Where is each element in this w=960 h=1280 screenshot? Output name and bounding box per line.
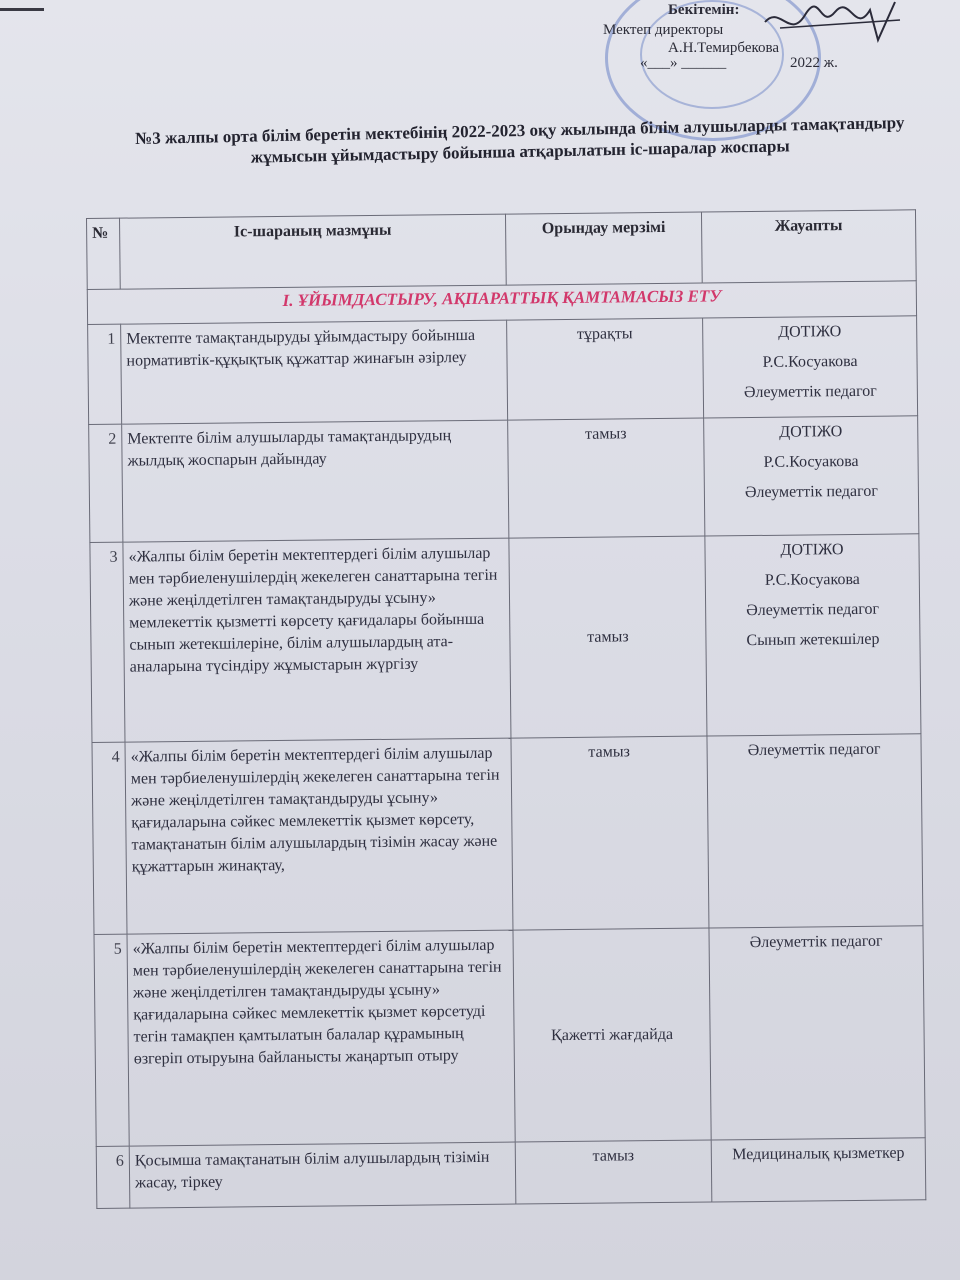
responsible-person: Р.С.Косуакова bbox=[763, 452, 859, 471]
header-date: Орындау мерзімі bbox=[505, 212, 702, 285]
row-content: Қосымша тамақтанатын білім алушылардың тізімін жасау, тіркеу bbox=[129, 1142, 516, 1208]
row-date: тамыз bbox=[511, 736, 709, 930]
responsible-person: Әлеуметтік педагог bbox=[749, 932, 883, 952]
responsible-person: Сынып жетекшілер bbox=[746, 630, 880, 650]
row-content: «Жалпы білім беретін мектептердегі білім алушылар мен тәрбиеленушілердің жекелеген санаттарына тегін және жеңілдетілген тамақтандыруды ұсыну» мемлекеттік қызметті көрсету қағидалары бойынша сынып жетекшілеріне, білім алушылардың ата-аналарына түсіндіру жұмыстарын жүргізу bbox=[123, 538, 511, 742]
header-no: № bbox=[87, 218, 121, 289]
row-number: 4 bbox=[92, 742, 127, 934]
row-number: 6 bbox=[96, 1146, 130, 1208]
table-row bbox=[89, 416, 919, 543]
row-date: Қажетті жағдайда bbox=[513, 928, 711, 1142]
plan-table bbox=[86, 209, 926, 1209]
row-responsible bbox=[707, 734, 923, 928]
responsible-person: Әлеуметтік педагог bbox=[747, 740, 881, 760]
row-date: тамыз bbox=[509, 536, 707, 738]
responsible-person: Медициналық қызметкер bbox=[732, 1144, 905, 1164]
row-date: тамыз bbox=[508, 418, 705, 538]
director-label: Мектеп директоры bbox=[603, 22, 724, 38]
top-edge-line bbox=[0, 8, 44, 11]
table-row bbox=[88, 316, 918, 425]
row-content: «Жалпы білім беретін мектептердегі білім алушылар мен тәрбиеленушілердің жекелеген санаттарына тегін және жеңілдетілген тамақтандыруды ұсыну» қағидаларына сәйкес мемлекеттік қызмет көрсету, тамақтанатын білім алушылардың тізімін жасау және құжаттарын жинақтау, bbox=[125, 738, 513, 934]
row-number: 1 bbox=[88, 324, 122, 424]
table-row bbox=[92, 734, 923, 935]
row-date: тамыз bbox=[515, 1140, 712, 1204]
document-title: №3 жалпы орта білім беретін мектебінің 2022-2023 оқу жылында білім алушыларды тамақтандыру жұмысын ұйымдастыру бойынша атқарылатын іс-шаралар жоспары bbox=[134, 112, 905, 167]
responsible-person: ДОТІЖО bbox=[778, 323, 842, 341]
row-number: 3 bbox=[90, 542, 125, 742]
row-responsible bbox=[709, 926, 925, 1140]
row-number: 5 bbox=[94, 934, 129, 1146]
row-responsible bbox=[711, 1138, 926, 1202]
responsible-person: Әлеуметтік педагог bbox=[744, 482, 878, 502]
responsible-person: Р.С.Косуакова bbox=[762, 352, 858, 371]
approval-year: 2022 ж. bbox=[790, 55, 838, 71]
approval-date-blank: «___» ______ bbox=[640, 55, 727, 71]
header-responsible: Жауапты bbox=[701, 210, 916, 283]
responsible-person: ДОТІЖО bbox=[780, 541, 844, 559]
responsible-person: Әлеуметтік педагог bbox=[746, 600, 880, 620]
responsible-person: Әлеуметтік педагог bbox=[743, 382, 877, 402]
table-row bbox=[94, 926, 925, 1147]
director-name: А.Н.Темирбекова bbox=[668, 40, 780, 56]
table-header-row bbox=[87, 210, 917, 290]
director-signature bbox=[760, 0, 910, 45]
row-responsible bbox=[705, 534, 921, 736]
section-title: I. ҰЙЫМДАСТЫРУ, АҚПАРАТТЫҚ ҚАМТАМАСЫЗ ЕТУ bbox=[87, 281, 916, 325]
responsible-person: Р.С.Косуакова bbox=[764, 570, 860, 589]
row-responsible bbox=[703, 316, 918, 418]
row-number: 2 bbox=[89, 424, 123, 542]
row-content: «Жалпы білім беретін мектептердегі білім алушылар мен тәрбиеленушілердің жекелеген санаттарына тегін және жеңілдетілген тамақтандыруды ұсыну» қағидаларына сәйкес мемлекеттік қызмет көрсетуді тегін тамақпен қамтылатын балалар құрамының өзгеріп отыруына байланысты жаңартып отыру bbox=[127, 930, 515, 1146]
row-date: тұрақты bbox=[507, 318, 704, 420]
row-content: Мектепте тамақтандыруды ұйымдастыру бойынша нормативтік-құқықтық құжаттар жинағын әзірлеу bbox=[121, 320, 508, 424]
approve-label: Бекітемін: bbox=[668, 2, 740, 18]
row-responsible bbox=[704, 416, 919, 536]
table-row bbox=[90, 534, 921, 743]
responsible-person: ДОТІЖО bbox=[779, 423, 843, 441]
table-row bbox=[96, 1138, 926, 1209]
header-content: Іс-шараның мазмұны bbox=[120, 214, 507, 289]
row-content: Мектепте білім алушыларды тамақтандырудың жылдық жоспарын дайындау bbox=[122, 420, 509, 542]
